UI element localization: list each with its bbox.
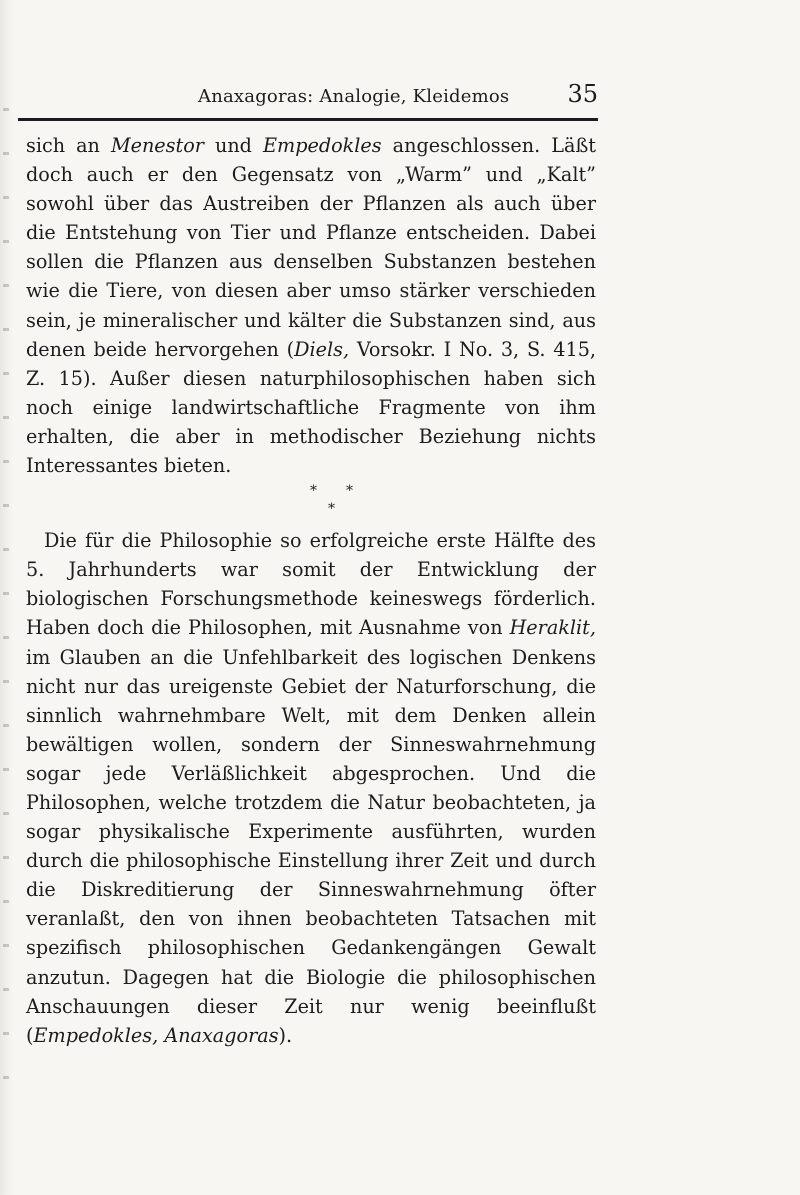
body-text (26, 131, 596, 1050)
p2-text-2: im Glauben an die Unfehlbarkeit des logischen Denkens nicht nur das ureigenste Gebiet der Naturforschung, die sinnlich wahrnehmbare Welt, mit dem Denken allein bewältigen wollen, sondern der Sinneswahrnehmung sogar jede Verläßlichkeit abgesprochen. Und die Philosophen, welche trotzdem die Natur beobachteten, ja sogar physikalische Experimente ausführten, wurden durch die philosophische Einstellung ihrer Zeit und durch die Diskreditierung der Sinneswahrnehmung öfter veranlaßt, den von ihnen beobachteten Tatsachen mit spezifisch philosophischen Gedankengängen Gewalt anzutun. Dagegen hat die Biologie die philosophischen Anschauungen dieser Zeit nur wenig beeinflußt ( (26, 645, 596, 1047)
p2-text-1: Die für die Philosophie so erfolgreiche erste Hälfte des 5. Jahrhunderts war somit der Entwicklung der biologischen Forschungsmethode keineswegs förderlich. Haben doch die Philosophen, mit Ausnahme von (26, 529, 596, 640)
section-separator (26, 480, 596, 526)
paragraph-1 (26, 131, 596, 480)
p1-text-2: und (203, 134, 263, 157)
separator-asterisk: * (346, 483, 353, 500)
running-head: Anaxagoras: Analogie, Kleidemos (198, 86, 510, 107)
p2-names-empedokles-anaxagoras: Empedokles, Anaxagoras (33, 1023, 279, 1047)
separator-asterisk: * (310, 483, 317, 500)
p1-text-3: angeschlossen. Läßt doch auch er den Gegensatz von „Warm” und „Kalt” sowohl über das Austreiben der Pflanzen als auch über die Entstehung von Tier und Pflanze entscheiden. Dabei sollen die Pflanzen aus denselben Substanzen bestehen wie die Tiere, von diesen aber umso stärker verschieden sein, je mineralischer und kälter die Substanzen sind, aus denen beide hervorgehen ( (26, 134, 596, 361)
page-header (18, 80, 598, 114)
p2-text-3: ). (278, 1023, 293, 1047)
p2-name-heraklit: Heraklit, (509, 616, 596, 640)
p1-name-diels: Diels, (294, 337, 350, 361)
separator-asterisk: * (328, 501, 335, 518)
p1-name-menestor: Menestor (110, 134, 204, 157)
paragraph-2 (26, 526, 596, 1050)
p1-text-4: Vorsokr. I No. 3, S. 415, Z. 15). Außer diesen naturphilosophischen haben sich noch einige landwirtschaftliche Fragmente von ihm erhalten, die aber in methodischer Beziehung nichts Interessantes bieten. (26, 337, 596, 478)
binding-shadow-marks (3, 90, 9, 1090)
page-number: 35 (567, 80, 598, 108)
p1-text-1: sich an (26, 134, 111, 157)
header-rule (18, 118, 598, 121)
p1-name-empedokles: Empedokles (263, 134, 382, 157)
